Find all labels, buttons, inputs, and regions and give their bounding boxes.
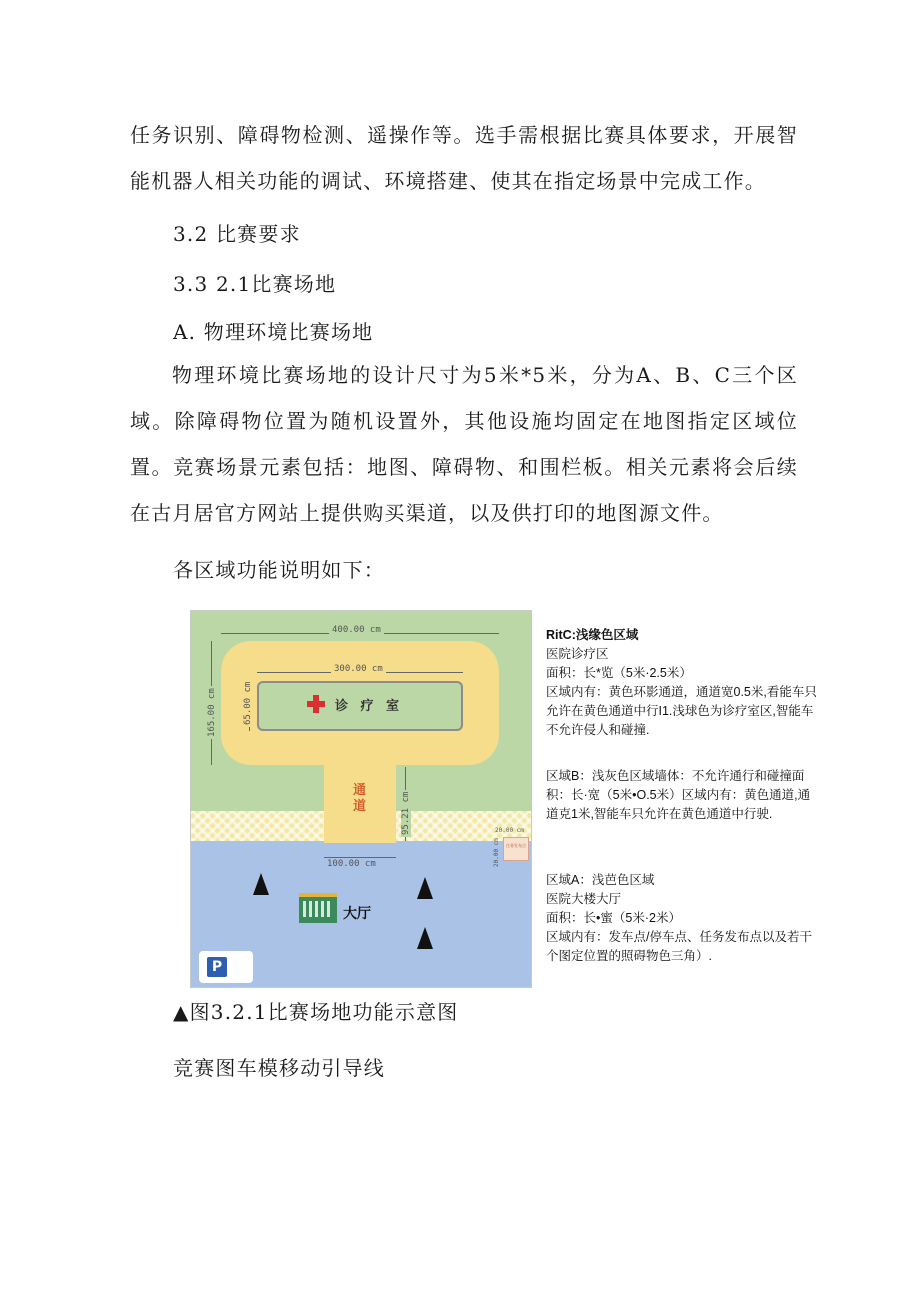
dim-300: 300.00 cm xyxy=(331,664,386,674)
paragraph-venue: 物理环境比赛场地的设计尺寸为5米*5米，分为A、B、C三个区域。除障碍物位置为随机设置外，其他设施均固定在地图指定区域位置。竞赛场景元素包括：地图、障碍物、和围栏板。相关元素将会后续在古月居官方网站上提供购买渠道，以及供打印的地图源文件。 xyxy=(130,363,798,525)
legend-c-line4: 区域内有：黄色环影通道，通道宽0.5米,看能车只允许在黄色通道中行I1.浅球色为诊疗室区,智能车不允许侵人和碰撞. xyxy=(546,685,817,737)
figure-caption xyxy=(173,996,458,1025)
channel-label: 通道 xyxy=(353,783,367,814)
legend-c-line2: 医院诊疗区 xyxy=(546,647,609,661)
heading-a: A. 物理环境比赛场地 xyxy=(173,320,374,344)
legend-zone-b xyxy=(546,767,818,824)
parking-icon: P xyxy=(207,957,227,977)
legend-c-title: RitC:浅缘色区域 xyxy=(546,628,639,642)
dim-165: 165.00 cm xyxy=(207,688,217,737)
legend-a-title: 区域A：浅芭色区域 xyxy=(546,873,655,887)
obstacle-triangle-2 xyxy=(417,877,433,899)
heading-3-2: 3.2 比赛要求 xyxy=(173,222,301,246)
dim-95: 95.21 cm xyxy=(401,791,411,835)
legend-a-line3: 面积：长•蜜（5米·2米） xyxy=(546,911,681,925)
caption-triangle-mark: ▲ xyxy=(173,1000,190,1024)
legend-a-line2: 医院大楼大厅 xyxy=(546,892,622,906)
dim-line-100 xyxy=(324,857,396,858)
dim-20-a: 20.00 cm xyxy=(495,827,524,834)
obstacle-triangle-3 xyxy=(417,927,433,949)
paragraph-zone-intro: 各区域功能说明如下： xyxy=(173,558,385,582)
clinic-room-label: 诊 疗 室 xyxy=(335,699,404,714)
hospital-building-icon xyxy=(299,893,337,923)
dim-400: 400.00 cm xyxy=(329,625,384,635)
paragraph-intro: 任务识别、障碍物检测、遥操作等。选手需根据比赛具体要求，开展智能机器人相关功能的调试、环境搭建、使其在指定场景中完成工作。 xyxy=(130,123,798,193)
red-cross-icon xyxy=(307,695,325,713)
task-post-marker xyxy=(503,837,529,861)
caption-text: 图3.2.1比赛场地功能示意图 xyxy=(189,1000,459,1024)
heading-3-3: 3.3 2.1比赛场地 xyxy=(173,272,337,296)
legend-a-line4: 区域内有：发车点/停车点、任务发布点以及若干个图定位置的照碍物色三角）. xyxy=(546,930,812,963)
dim-100: 100.00 cm xyxy=(327,859,376,869)
legend-b-text: 区域B：浅灰色区域墙体：不允许通行和碰撞面积：长·宽（5米•O.5米）区域内有：黄色通道,通道克1米,智能车只允许在黄色通道中行驶. xyxy=(546,769,811,821)
legend-zone-c xyxy=(546,626,818,740)
legend-zone-a xyxy=(546,871,818,966)
dim-20-b: 20.00 cm xyxy=(493,838,500,867)
dim-65: 65.00 cm xyxy=(243,681,253,725)
task-post-label: 任务发布点 xyxy=(506,843,526,848)
legend-c-line3: 面积：长*览（5米·2.5米） xyxy=(546,666,692,680)
obstacle-triangle-1 xyxy=(253,873,269,895)
venue-map-figure xyxy=(190,610,532,988)
hall-label: 大厅 xyxy=(343,906,371,922)
footer-line: 竞赛图车模移动引导线 xyxy=(173,1056,385,1080)
